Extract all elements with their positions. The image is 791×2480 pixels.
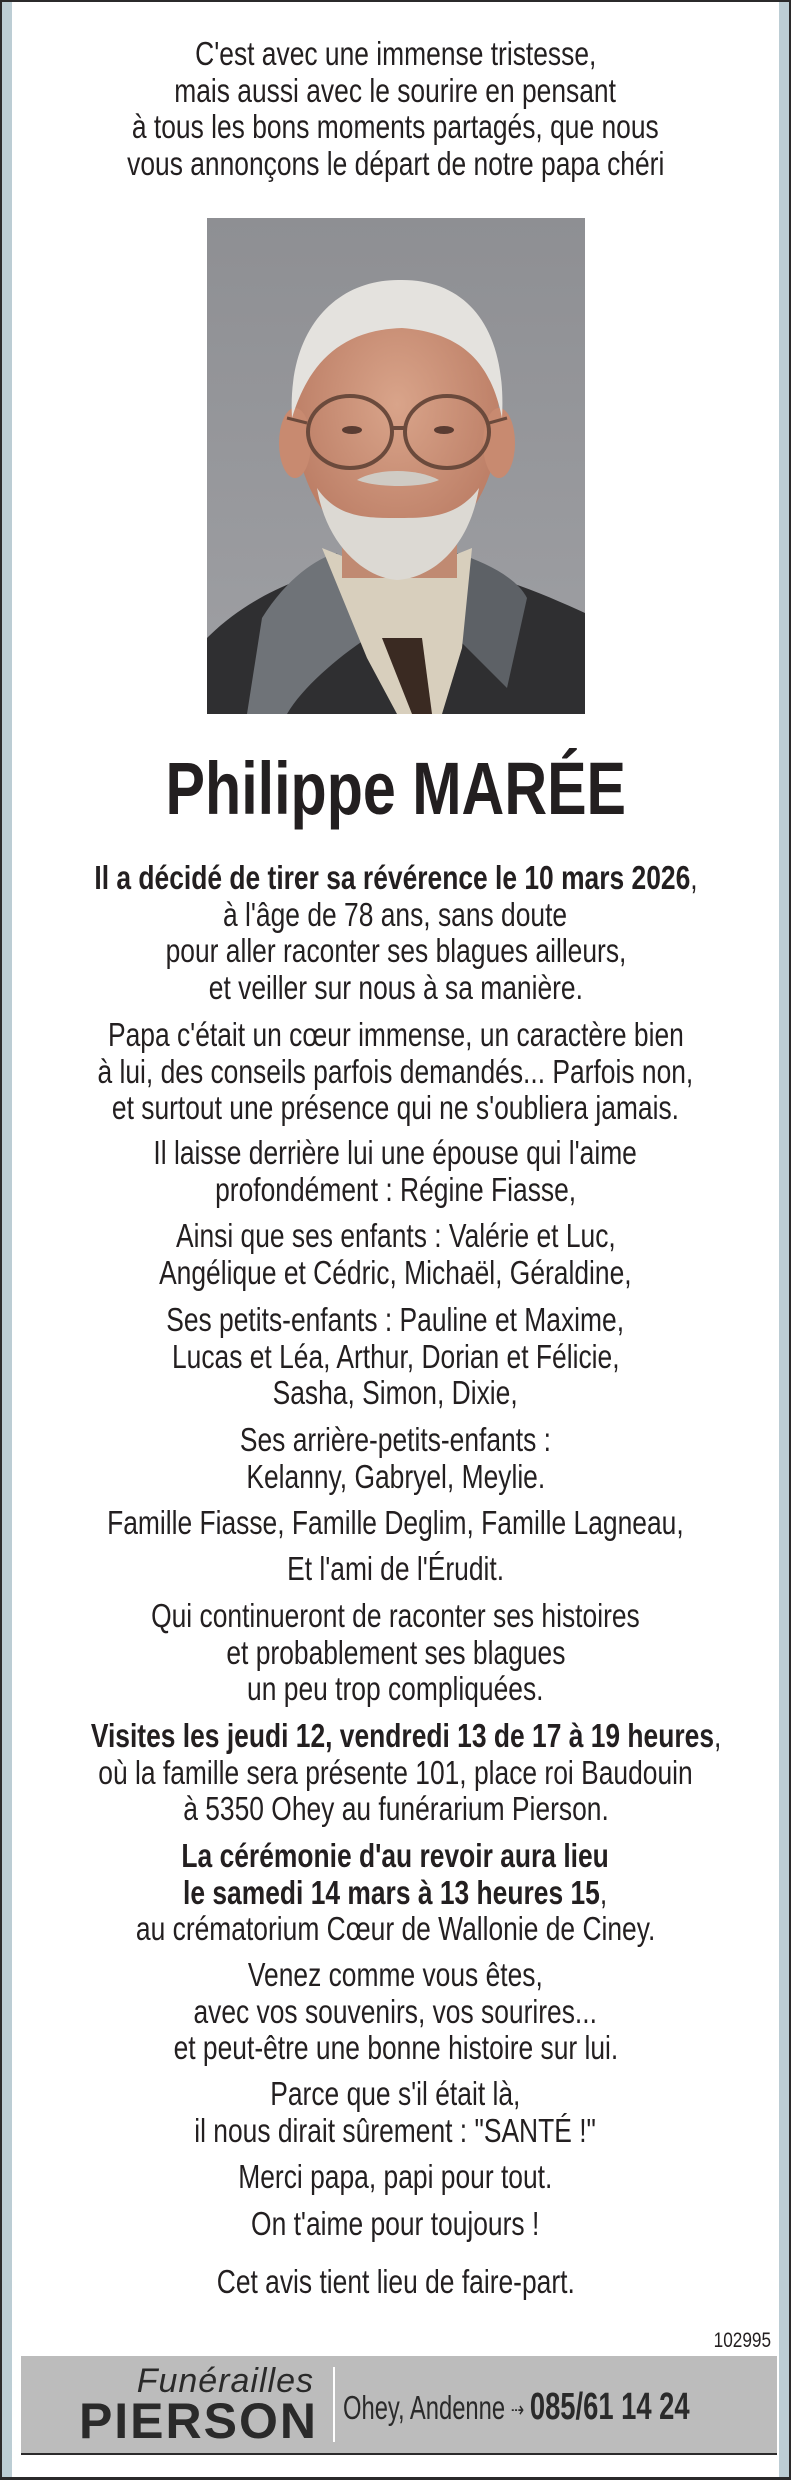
portrait-photo-icon <box>207 218 585 714</box>
paragraph-visits: Visites les jeudi 12, vendredi 13 de 17 à 19 heures, où la famille sera présente 101, place roi Baudouin à 5350 Ohey au funérarium Pierson. <box>90 1717 722 1827</box>
paragraph-friend: Et l'ami de l'Érudit. <box>287 1550 504 1587</box>
paragraph-tribute: Papa c'était un cœur immense, un caractère bien à lui, des conseils parfois demandés... Parfois non, et surtout une présence qui ne s'oubliera jamais. <box>97 1016 694 1126</box>
funeral-home-footer <box>21 2356 777 2455</box>
paragraph-faire-part: Cet avis tient lieu de faire-part. <box>216 2263 575 2300</box>
reference-number: 102995 <box>713 2329 771 2352</box>
dotted-arrow-right-icon: ⇢ <box>510 2397 525 2423</box>
paragraph-death-announcement: Il a décidé de tirer sa révérence le 10 mars 2026, à l'âge de 78 ans, sans doute pour aller raconter ses blagues ailleurs, et veiller sur nous à sa manière. <box>93 859 698 1006</box>
intro-line: vous annonçons le départ de notre papa chéri <box>126 144 665 182</box>
paragraph-toast: Parce que s'il était là, il nous dirait sûrement : "SANTÉ !" <box>194 2075 597 2149</box>
paragraph-children: Ainsi que ses enfants : Valérie et Luc, Angélique et Cédric, Michaël, Géraldine, <box>159 1217 632 1291</box>
paragraph-grandchildren: Ses petits-enfants : Pauline et Maxime, Lucas et Léa, Arthur, Dorian et Félicie, Sasha, Simon, Dixie, <box>166 1301 625 1411</box>
death-date-text: Il a décidé de tirer sa révérence le 10 mars 2026 <box>93 859 690 896</box>
funeral-home-script: Funérailles <box>136 2362 314 2400</box>
paragraph-spouse: Il laisse derrière lui une épouse qui l'aime profondément : Régine Fiasse, <box>153 1134 638 1208</box>
funeral-home-phone[interactable]: 085/61 14 24 <box>529 2386 690 2428</box>
funeral-home-name: PIERSON <box>78 2393 318 2449</box>
funeral-home-locations: Ohey, Andenne <box>343 2389 506 2426</box>
intro-line: mais aussi avec le sourire en pensant <box>174 71 617 109</box>
funeral-home-contact <box>343 2386 791 2429</box>
paragraph-invitation: Venez comme vous êtes, avec vos souvenirs, vos sourires... et peut-être une bonne histoire sur lui. <box>173 1956 618 2066</box>
portrait-photo <box>207 218 585 714</box>
paragraph-families: Famille Fiasse, Famille Deglim, Famille Lagneau, <box>107 1504 684 1541</box>
footer-divider <box>333 2367 335 2442</box>
deceased-name-text: Philippe MARÉE <box>165 747 626 830</box>
deceased-name <box>12 744 779 834</box>
ceremony-heading: La cérémonie d'au revoir aura lieu <box>181 1837 610 1874</box>
visit-times-text: Visites les jeudi 12, vendredi 13 de 17 à 19 heures <box>90 1717 715 1754</box>
paragraph-ceremony: La cérémonie d'au revoir aura lieu le samedi 14 mars à 13 heures 15, au crématorium Cœur de Wallonie de Ciney. <box>135 1837 656 1947</box>
intro-line: C'est avec une immense tristesse, <box>194 35 597 72</box>
obituary-content <box>12 2 779 2477</box>
ceremony-datetime: le samedi 14 mars à 13 heures 15 <box>183 1873 601 1911</box>
paragraph-stories: Qui continueront de raconter ses histoires et probablement ses blagues un peu trop compliquées. <box>151 1597 640 1707</box>
paragraph-love: On t'aime pour toujours ! <box>251 2205 540 2242</box>
intro-line: à tous les bons moments partagés, que nous <box>132 108 659 145</box>
paragraph-great-grandchildren: Ses arrière-petits-enfants : Kelanny, Gabryel, Meylie. <box>239 1421 552 1495</box>
paragraph-thanks: Merci papa, papi pour tout. <box>238 2158 553 2195</box>
intro-text <box>12 36 779 182</box>
